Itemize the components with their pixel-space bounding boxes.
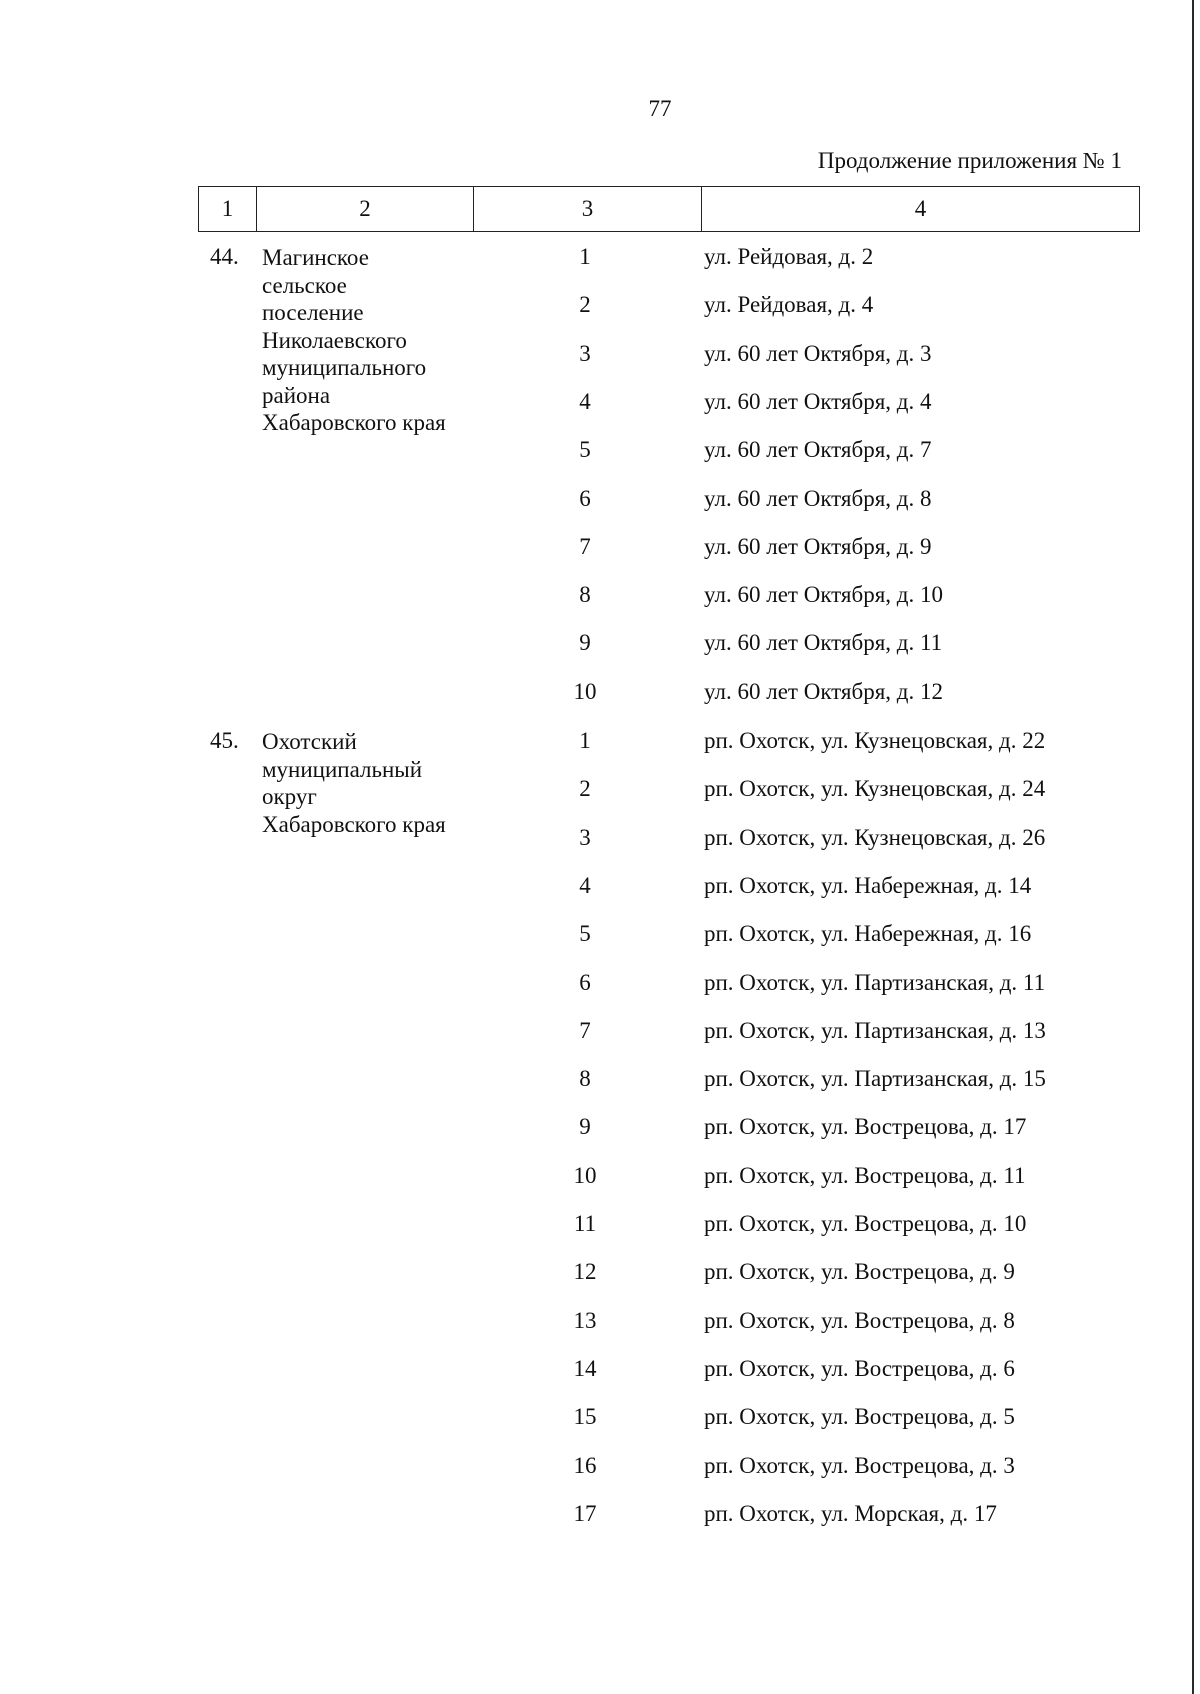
table-header-row xyxy=(198,186,1140,232)
table-row xyxy=(0,1308,1200,1338)
table-row xyxy=(0,486,1200,516)
row-address: рп. Охотск, ул. Партизанская, д. 15 xyxy=(704,1066,1046,1092)
row-number: 13 xyxy=(573,1307,597,1333)
row-number: 3 xyxy=(579,824,591,850)
table-row xyxy=(0,679,1200,709)
row-address: рп. Охотск, ул. Вострецова, д. 6 xyxy=(704,1355,1015,1381)
row-number: 15 xyxy=(573,1404,597,1430)
row-address: ул. 60 лет Октября, д. 8 xyxy=(704,485,932,511)
row-address: рп. Охотск, ул. Набережная, д. 14 xyxy=(704,872,1032,898)
row-number: 3 xyxy=(579,340,591,366)
table-row xyxy=(0,776,1200,806)
row-number: 6 xyxy=(579,969,591,995)
row-address: рп. Охотск, ул. Вострецова, д. 3 xyxy=(704,1452,1015,1478)
row-number: 8 xyxy=(579,1066,591,1092)
municipality-name-line: округ xyxy=(262,784,317,809)
row-address: рп. Охотск, ул. Морская, д. 17 xyxy=(704,1500,997,1526)
row-number: 1 xyxy=(579,728,591,753)
row-number: 7 xyxy=(579,533,591,559)
row-address: ул. Рейдовая, д. 2 xyxy=(704,244,874,269)
row-number: 2 xyxy=(579,776,591,802)
group-index: 44. xyxy=(210,244,239,269)
table-row xyxy=(0,630,1200,660)
row-address: рп. Охотск, ул. Набережная, д. 16 xyxy=(704,921,1032,947)
table-row xyxy=(0,1356,1200,1386)
table-row xyxy=(0,1453,1200,1483)
row-address: рп. Охотск, ул. Кузнецовская, д. 22 xyxy=(704,728,1046,753)
municipality-name-line: Магинское xyxy=(262,245,369,270)
municipality-name-line: муниципального xyxy=(262,355,427,380)
header-col-4: 4 xyxy=(914,196,927,221)
row-number: 11 xyxy=(573,1211,597,1236)
row-address: ул. 60 лет Октября, д. 12 xyxy=(704,678,943,704)
table-row xyxy=(0,970,1200,1000)
row-number: 7 xyxy=(579,1017,591,1043)
municipality-name-line: Хабаровского края xyxy=(262,410,446,435)
appendix-continuation-label: Продолжение приложения № 1 xyxy=(817,148,1122,173)
group-index: 45. xyxy=(210,728,239,753)
municipality-name-line: района xyxy=(262,382,331,408)
row-address: рп. Охотск, ул. Вострецова, д. 5 xyxy=(704,1404,1015,1430)
header-col-3: 3 xyxy=(474,187,702,231)
table-row xyxy=(0,1211,1200,1241)
row-number: 5 xyxy=(579,437,591,463)
table-row xyxy=(0,244,1200,274)
municipality-name-line: Охотский xyxy=(262,729,357,754)
row-address: рп. Охотск, ул. Партизанская, д. 11 xyxy=(704,969,1046,995)
table-row xyxy=(0,1163,1200,1193)
table-row xyxy=(0,873,1200,903)
row-address: рп. Охотск, ул. Вострецова, д. 11 xyxy=(704,1162,1026,1188)
header-col-2: 2 xyxy=(257,187,474,231)
row-number: 16 xyxy=(573,1452,597,1478)
row-address: ул. 60 лет Октября, д. 9 xyxy=(704,533,932,559)
row-number: 5 xyxy=(579,921,591,947)
row-number: 4 xyxy=(579,388,591,414)
municipality-name-line: поселение xyxy=(262,300,364,325)
row-address: рп. Охотск, ул. Кузнецовская, д. 24 xyxy=(704,776,1046,802)
row-address: рп. Охотск, ул. Вострецова, д. 17 xyxy=(704,1114,1027,1140)
table-row xyxy=(0,1018,1200,1048)
row-address: рп. Охотск, ул. Кузнецовская, д. 26 xyxy=(704,824,1046,850)
row-address: рп. Охотск, ул. Вострецова, д. 10 xyxy=(704,1211,1027,1236)
table-row xyxy=(0,582,1200,612)
table-row xyxy=(0,825,1200,855)
page-number: 77 xyxy=(648,96,672,121)
row-address: ул. 60 лет Октября, д. 4 xyxy=(704,388,932,414)
row-address: ул. 60 лет Октября, д. 3 xyxy=(704,340,932,366)
header-col-1: 1 xyxy=(199,187,257,231)
table-row xyxy=(0,921,1200,951)
row-number: 6 xyxy=(579,485,591,511)
table-row xyxy=(0,1259,1200,1289)
municipality-name-line: сельское xyxy=(262,272,347,298)
row-address: ул. Рейдовая, д. 4 xyxy=(704,292,874,318)
row-number: 17 xyxy=(573,1500,597,1526)
row-address: рп. Охотск, ул. Партизанская, д. 13 xyxy=(704,1017,1046,1043)
table-row xyxy=(0,1501,1200,1531)
row-number: 4 xyxy=(579,872,591,898)
table-row xyxy=(0,1066,1200,1096)
row-number: 12 xyxy=(573,1259,597,1285)
table-row xyxy=(0,728,1200,758)
row-number: 9 xyxy=(579,1114,591,1140)
municipality-name-line: муниципальный xyxy=(262,756,423,782)
row-address: рп. Охотск, ул. Вострецова, д. 8 xyxy=(704,1307,1015,1333)
table-row xyxy=(0,1404,1200,1434)
row-number: 2 xyxy=(579,292,591,318)
row-address: ул. 60 лет Октября, д. 10 xyxy=(704,582,943,608)
table-row xyxy=(0,341,1200,371)
table-row xyxy=(0,1114,1200,1144)
row-number: 9 xyxy=(579,630,591,656)
row-number: 1 xyxy=(579,244,591,269)
row-address: ул. 60 лет Октября, д. 7 xyxy=(704,437,932,463)
table-row xyxy=(0,437,1200,467)
municipality-name-line: Николаевского xyxy=(262,327,407,353)
table-row xyxy=(0,292,1200,322)
row-number: 10 xyxy=(573,1162,597,1188)
row-number: 8 xyxy=(579,582,591,608)
row-address: ул. 60 лет Октября, д. 11 xyxy=(704,630,943,656)
row-number: 10 xyxy=(573,678,597,704)
row-number: 14 xyxy=(573,1355,597,1381)
table-row xyxy=(0,534,1200,564)
row-address: рп. Охотск, ул. Вострецова, д. 9 xyxy=(704,1259,1015,1285)
municipality-name-line: Хабаровского края xyxy=(262,811,446,837)
table-row xyxy=(0,389,1200,419)
